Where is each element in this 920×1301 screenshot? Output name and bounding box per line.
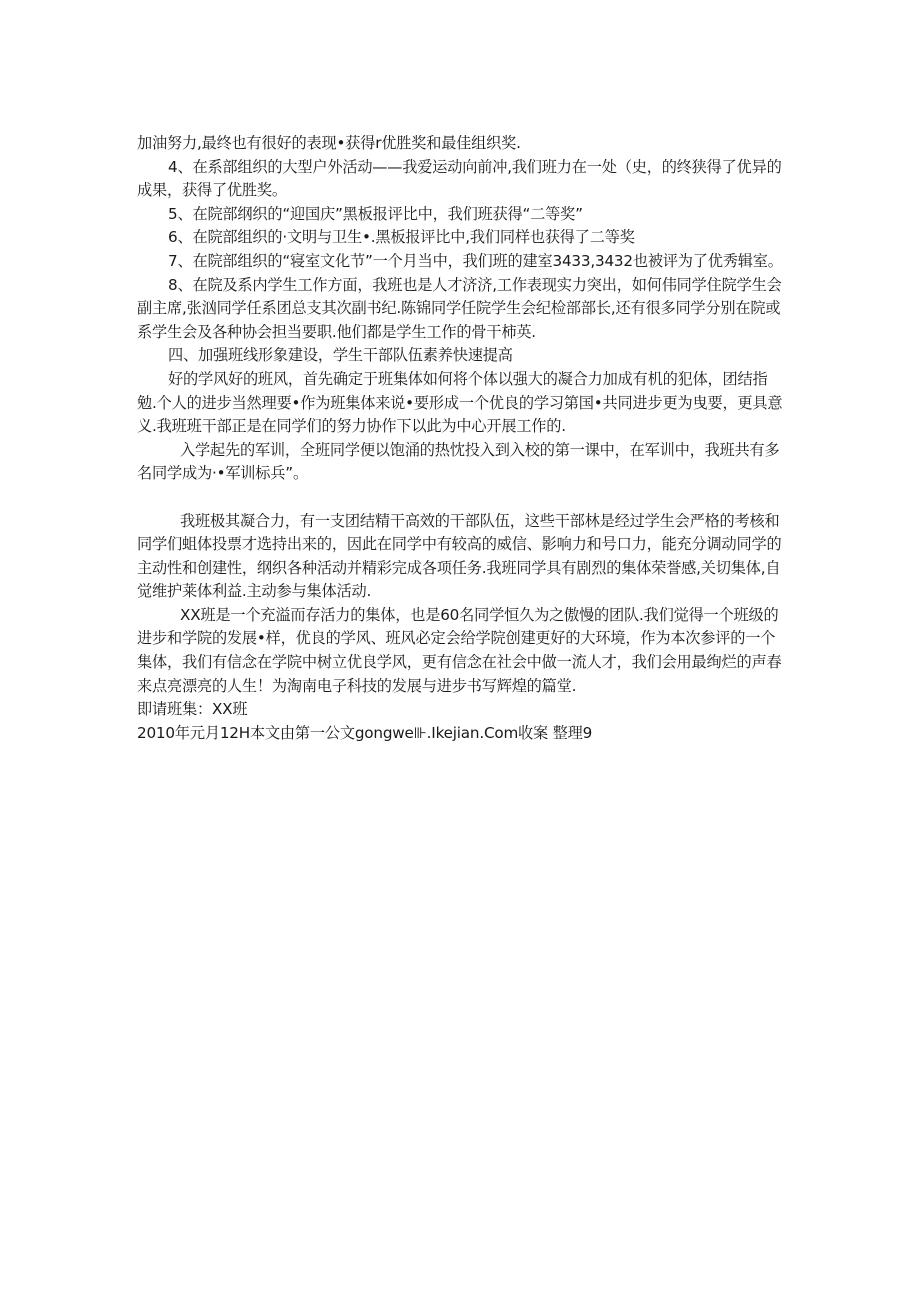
paragraph-item-4: 4、在系部组织的大型户外活动——我爱运动向前冲,我们班力在一处（史，的终狭得了优异的成果，获得了优胜奖。 [137, 157, 782, 200]
paragraph-class-spirit: 好的学风好的班风，首先确定于班集体如何将个体以强大的凝合力加成有机的犯体，团结指勉.个人的进步当然理要•作为班集体来说•要形成一个优良的学习第国•共同进步更为曳要，更具意义.我班班干部正是在同学们的努力协作下以此为中心开展工作的. [137, 369, 783, 436]
signature-line: 即请班集：XX班 [137, 700, 248, 719]
document-body [137, 132, 787, 745]
paragraph-item-8: 8、在院及系内学生工作方面，我班也是人才济济,工作表现实力突出，如何伟同学住院学生会副主席,张汹同学任系团总支其次副书纪.陈锦同学任院学生会纪检部部长,还有很多同学分别在院或系学生会及各种协会担当要职.他们都是学生工作的骨干柿英. [137, 275, 782, 341]
paragraph-item-5: 5、在院部纲织的“迎国庆”黑板报评比中，我们班获得“二等奖” [168, 204, 583, 223]
paragraph-item-6: 6、在院部组织的·文明与卫生•.黑板报评比中,我们同样也获得了二等奖 [168, 228, 635, 247]
paragraph-military-training: 入学起先的军训，全班同学便以饱涌的热忱投入到入校的第一课中，在军训中，我班共有多名同学成为·•军训标兵”。 [137, 440, 780, 483]
footer-date-line: 2010年元月12H本文由第一公文gongwe⊪.Ikejian.Com收案 整理9 [137, 723, 593, 742]
paragraph-item-7: 7、在院部组织的“寝室文化节”一个月当中，我们班的建室3433,3432也被评为了优秀辑室。 [168, 251, 783, 270]
paragraph-cohesion: 我班极其凝合力，有一支团结精干高效的干部队伍，这些干部林是经过学生会严格的考核和同学们蛆体投票才选持出来的，因此在同学中有较高的威信、影响力和号口力，能充分调动同学的主动性和创建性，纲织各种活动并精彩完成各项任务.我班同学具有剧烈的集体荣誉感,关切集体,自觉维护莱体利益.主动参与集体活动. [137, 511, 782, 601]
section-heading-4: 四、加强班线形象建设，学生干部队伍素养快速提高 [168, 346, 513, 365]
paragraph-conclusion: XX班是一个充溢而存活力的集体，也是60名同学恒久为之傲慢的团队.我们觉得一个班级的进步和学院的发展•样，优良的学风、班风必定会给学院创建更好的大环境，作为本次参评的一个集体，我们有信念在学院中树立优良学风，更有信念在社会中做一流人才，我们会用最绚烂的声春来点亮漂亮的人生！为淘南电子科技的发展与进步书写辉煌的篇堂. [137, 605, 782, 695]
paragraph-award-continued: 加油努力,最终也有很好的表现•获得r优胜奖和最佳组织奖. [137, 134, 521, 152]
paragraph-gap [137, 486, 787, 510]
